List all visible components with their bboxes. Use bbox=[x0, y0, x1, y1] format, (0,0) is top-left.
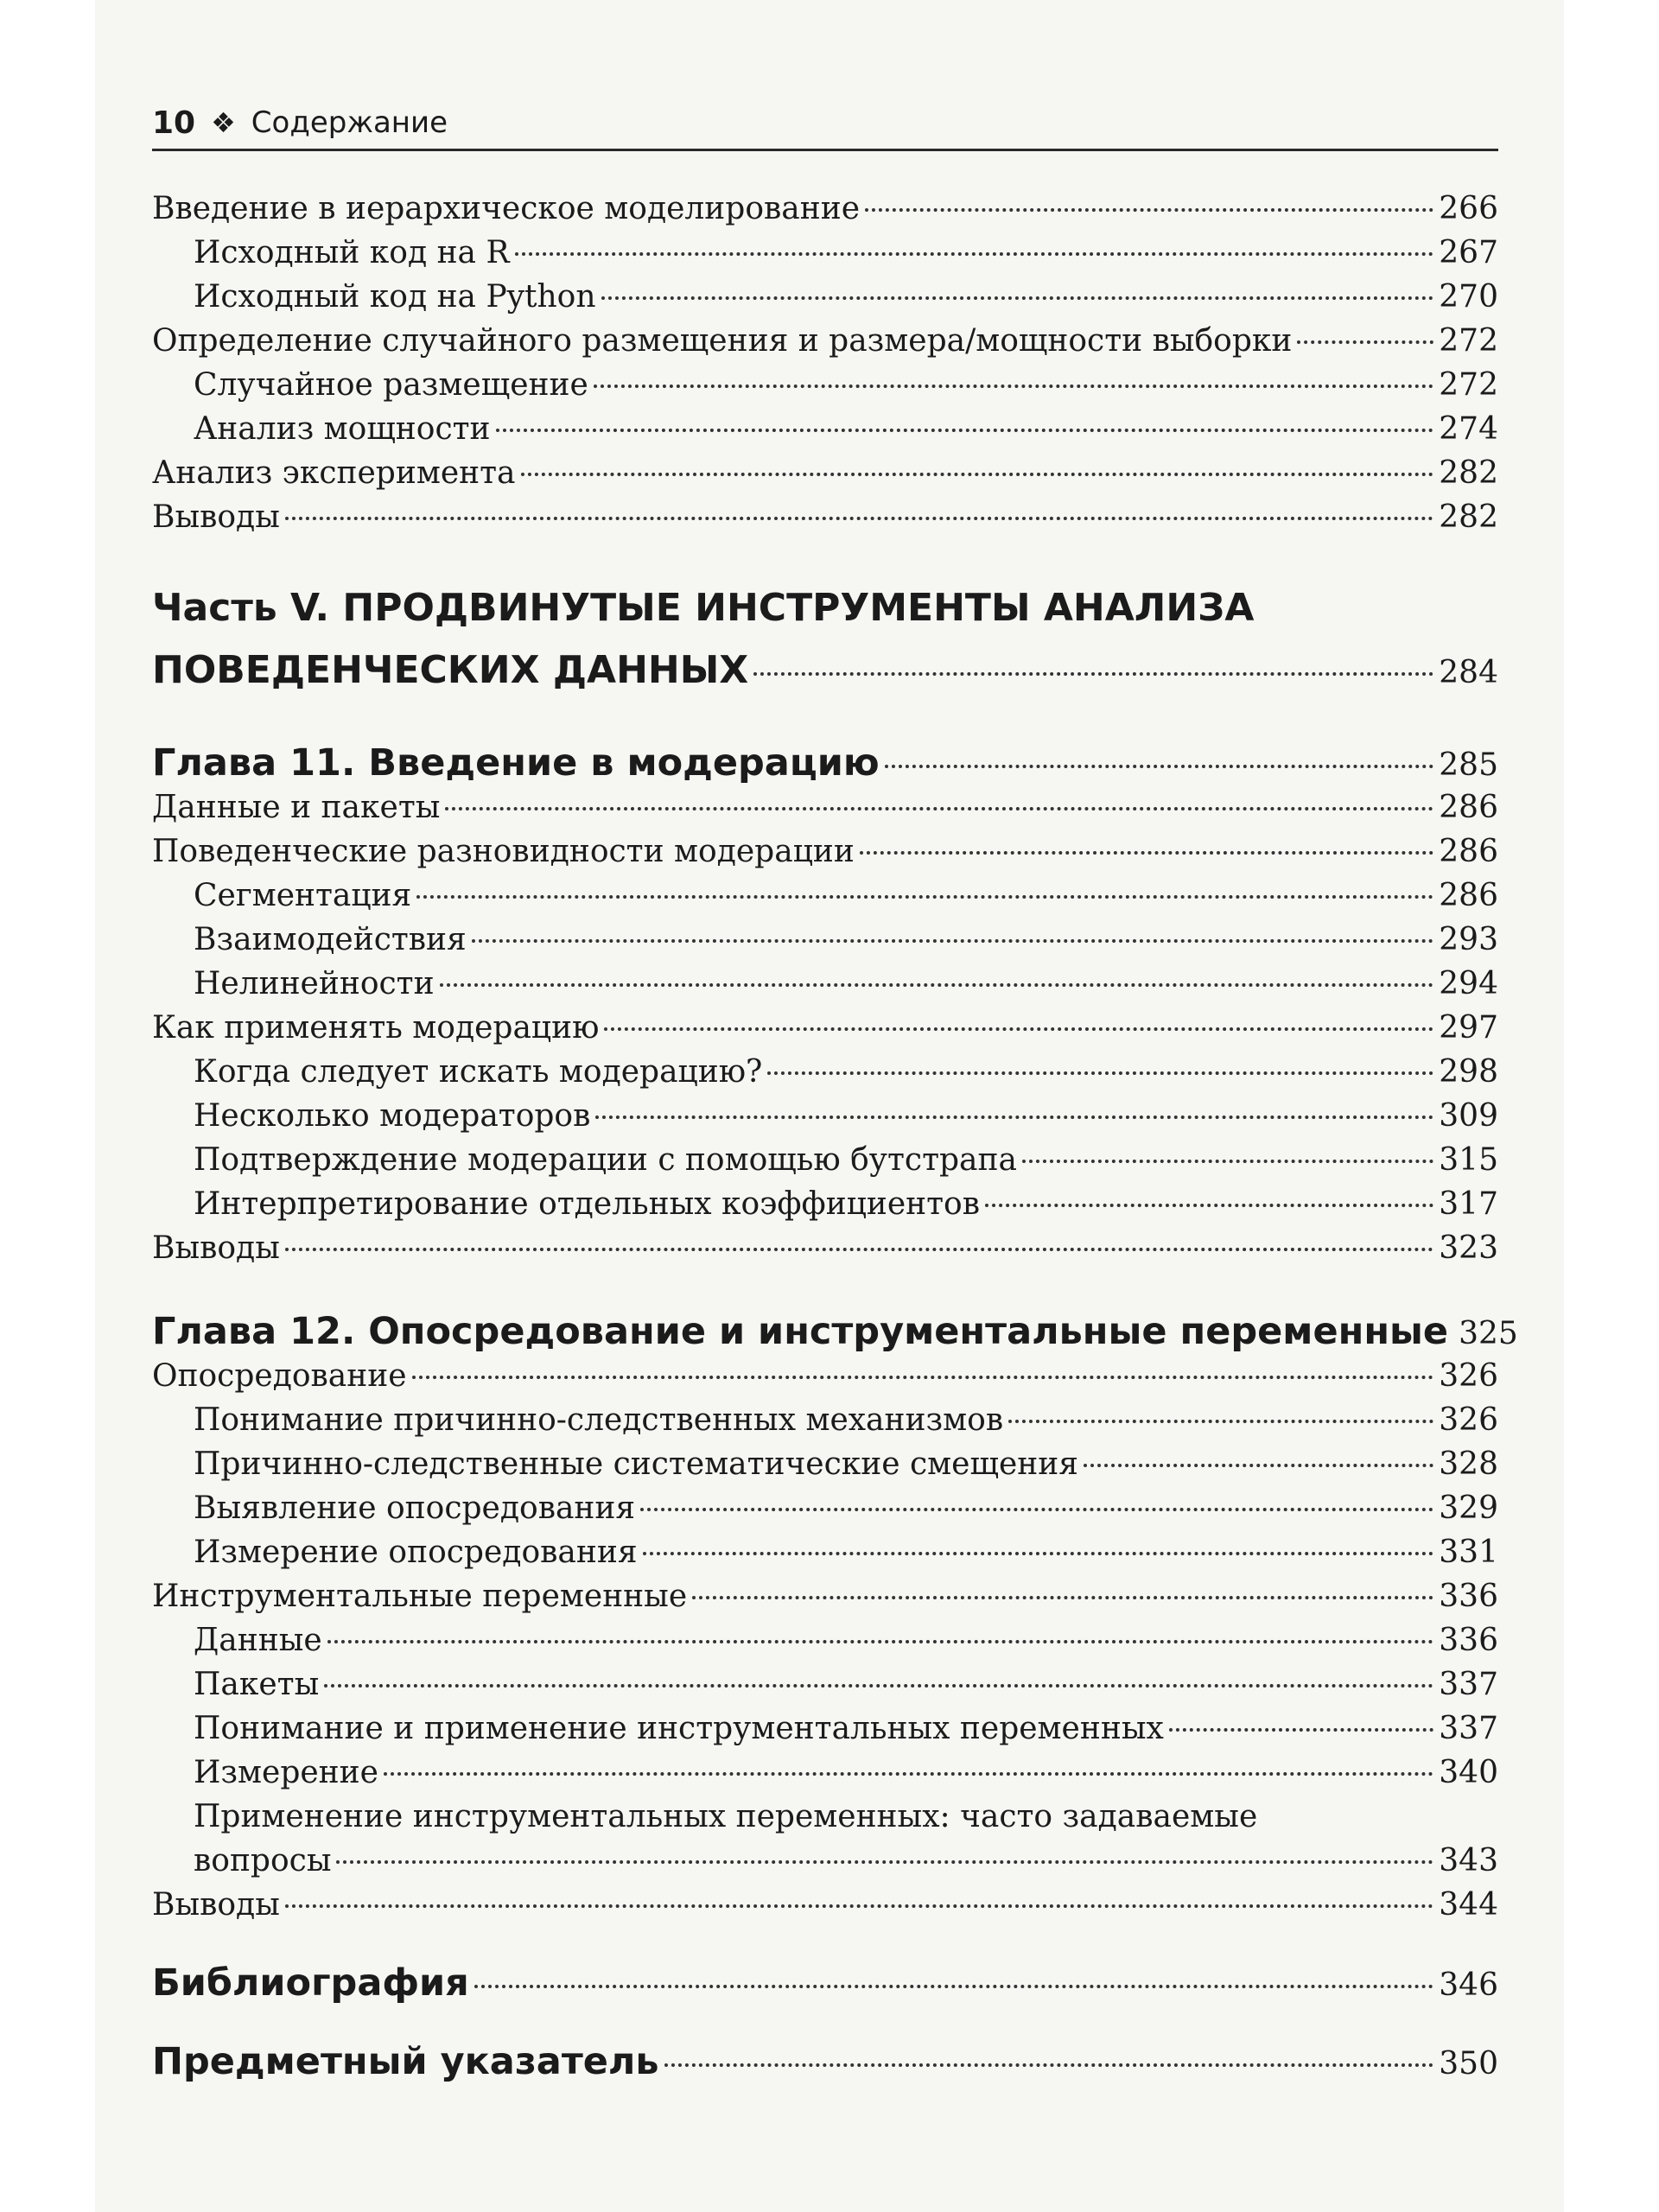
toc-entry: Причинно-следственные систематические смещения 328 bbox=[194, 1446, 1498, 1482]
chapter-title: Глава 12. Опосредование и инструментальные переменные 325 bbox=[152, 1310, 1518, 1353]
toc-entry: Введение в иерархическое моделирование 266 bbox=[152, 191, 1498, 226]
toc-entry: Анализ мощности 274 bbox=[194, 411, 1498, 447]
toc-entry: Взаимодействия 293 bbox=[194, 922, 1498, 957]
index-entry: Предметный указатель 350 bbox=[152, 2040, 1498, 2083]
part-title-line2: ПОВЕДЕНЧЕСКИХ ДАННЫХ 284 bbox=[152, 648, 1498, 692]
table-of-contents bbox=[152, 187, 1518, 2084]
chapter-title: Глава 11. Введение в модерацию 285 bbox=[152, 741, 1498, 785]
chapter-11 bbox=[152, 741, 1498, 1270]
toc-entry: Опосредование 326 bbox=[152, 1358, 1498, 1394]
toc-entry: Пакеты 337 bbox=[194, 1667, 1498, 1702]
toc-entry: Данные и пакеты 286 bbox=[152, 790, 1498, 825]
toc-entry: Анализ эксперимента 282 bbox=[152, 455, 1498, 491]
page-number: 10 bbox=[152, 105, 196, 141]
running-title: Содержание bbox=[251, 105, 448, 140]
toc-entry: Понимание и применение инструментальных переменных 337 bbox=[194, 1711, 1498, 1746]
chapter-12 bbox=[152, 1310, 1518, 1927]
toc-entry: Понимание причинно-следственных механизмов 326 bbox=[194, 1402, 1498, 1438]
toc-entry: Выводы 323 bbox=[152, 1230, 1498, 1266]
toc-entry: Сегментация 286 bbox=[194, 878, 1498, 913]
toc-entry: Исходный код на R 267 bbox=[194, 235, 1498, 270]
toc-top-section bbox=[152, 187, 1498, 539]
ornament-icon: ❖ bbox=[211, 106, 236, 139]
toc-entry: Выводы 344 bbox=[152, 1887, 1498, 1923]
toc-entry: Измерение 340 bbox=[194, 1755, 1498, 1790]
toc-entry-wrapped-line1: Применение инструментальных переменных: часто задаваемые bbox=[194, 1799, 1258, 1834]
toc-entry: Интерпретирование отдельных коэффициентов 317 bbox=[194, 1186, 1498, 1222]
toc-entry: Поведенческие разновидности модерации 286 bbox=[152, 834, 1498, 869]
toc-entry: Как применять модерацию 297 bbox=[152, 1010, 1498, 1046]
toc-entry: Выводы 282 bbox=[152, 499, 1498, 535]
toc-entry: Инструментальные переменные 336 bbox=[152, 1579, 1498, 1614]
toc-entry: Подтверждение модерации с помощью бутстрапа 315 bbox=[194, 1142, 1498, 1178]
toc-entry: Нелинейности 294 bbox=[194, 966, 1498, 1001]
running-header bbox=[152, 97, 1498, 151]
toc-entry: Исходный код на Python 270 bbox=[194, 279, 1498, 315]
toc-entry: Данные 336 bbox=[194, 1623, 1498, 1658]
toc-entry: Определение случайного размещения и размера/мощности выборки 272 bbox=[152, 323, 1498, 359]
part-title-line1: Часть V. ПРОДВИНУТЫЕ ИНСТРУМЕНТЫ АНАЛИЗА bbox=[152, 586, 1255, 630]
toc-entry: Случайное размещение 272 bbox=[194, 367, 1498, 403]
toc-entry: Несколько модераторов 309 bbox=[194, 1098, 1498, 1134]
toc-entry-wrapped-line2: вопросы 343 bbox=[194, 1843, 1498, 1878]
bibliography-entry: Библиография 346 bbox=[152, 1961, 1498, 2005]
toc-entry: Когда следует искать модерацию? 298 bbox=[194, 1054, 1498, 1090]
toc-entry: Измерение опосредования 331 bbox=[194, 1535, 1498, 1570]
part-heading bbox=[152, 577, 1498, 702]
toc-entry: Выявление опосредования 329 bbox=[194, 1491, 1498, 1526]
